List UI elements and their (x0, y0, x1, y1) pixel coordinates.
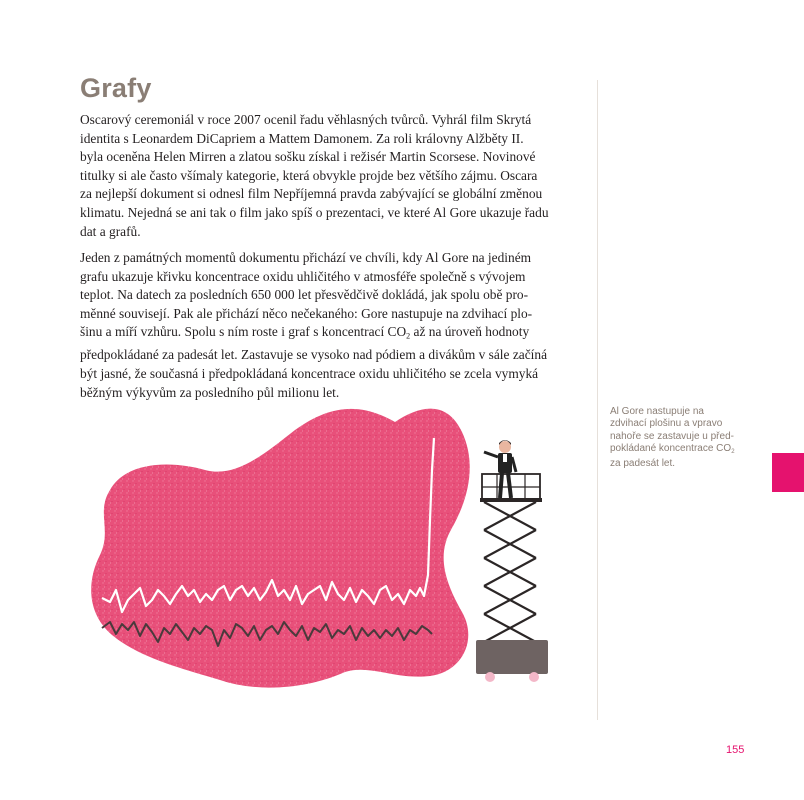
caption-line: Al Gore nastupuje na (610, 406, 704, 417)
paragraph-1-line: byla oceněna Helen Mirren a zlatou sošku získal i režisér Martin Scorsese. Novinové (80, 149, 536, 165)
paragraph-1-line: titulky si ale často všímaly kategorie, která obvykle projde bez většího zájmu. Oscara (80, 167, 538, 183)
scissor-lift-icon (476, 474, 548, 682)
caption-line: nahoře se zastavuje u před- (610, 430, 734, 442)
paragraph-2-line: být jasné, že současná i předpokládaná koncentrace oxidu uhličitého se zcela vymyká (80, 365, 539, 381)
paragraph-1-line: dat a grafů. (80, 223, 141, 239)
paragraph-2-line: teplot. Na datech za posledních 650 000 let přesvědčivě dokládá, jak spolu obě pro- (80, 287, 529, 303)
caption-co2-text: pokládané koncentrace CO (610, 443, 732, 455)
caption-co2-subscript: 2 (731, 449, 735, 456)
caption-line: zdvihací plošinu a vpravo (610, 418, 723, 430)
caption-line: za padesát let. (610, 458, 676, 470)
paragraph-2-line: předpokládané za padesát let. Zastavuje se vysoko nad pódiem a divákům v sále začíná (80, 347, 548, 363)
al-gore-figure-icon (484, 440, 516, 498)
paragraph-1-line: identita s Leonardem DiCapriem a Mattem Damonem. Za roli královny Alžběty II. (80, 130, 524, 146)
page-title: Grafy (80, 73, 152, 103)
co2-text-after: až na úroveň hodnoty (410, 324, 530, 340)
paragraph-2-line: Jeden z památných momentů dokumentu přichází ve chvíli, kdy Al Gore na jediném (80, 250, 532, 265)
paragraph-2-line: měnné souvisejí. Pak ale přichází něco nečekaného: Gore nastupuje na zdvihací plo- (80, 305, 533, 321)
paragraph-1-line: Oscarový ceremoniál v roce 2007 ocenil řadu věhlasných tvůrců. Vyhrál film Skrytá (80, 112, 532, 127)
pink-blob-background (91, 409, 470, 688)
paragraph-2-line: grafu ukazuje křivku koncentrace oxidu uhličitého v atmosféře společně s vývojem (80, 268, 526, 284)
co2-subscript: 2 (406, 331, 411, 341)
paragraph-1-line: za nejlepší dokument si odnesl film Nepříjemná pravda zabývající se globální změnou (80, 186, 543, 202)
page-number: 155 (726, 744, 745, 756)
co2-text: šinu a míří vzhůru. Spolu s ním roste i graf s koncentrací CO (80, 324, 407, 340)
paragraph-1-line: klimatu. Nejedná se ani tak o film jako spíš o prezentaci, ve které Al Gore ukazuje řadu (80, 204, 549, 220)
paragraph-2-line: běžným výkyvům za posledního půl milionu let. (80, 384, 340, 400)
